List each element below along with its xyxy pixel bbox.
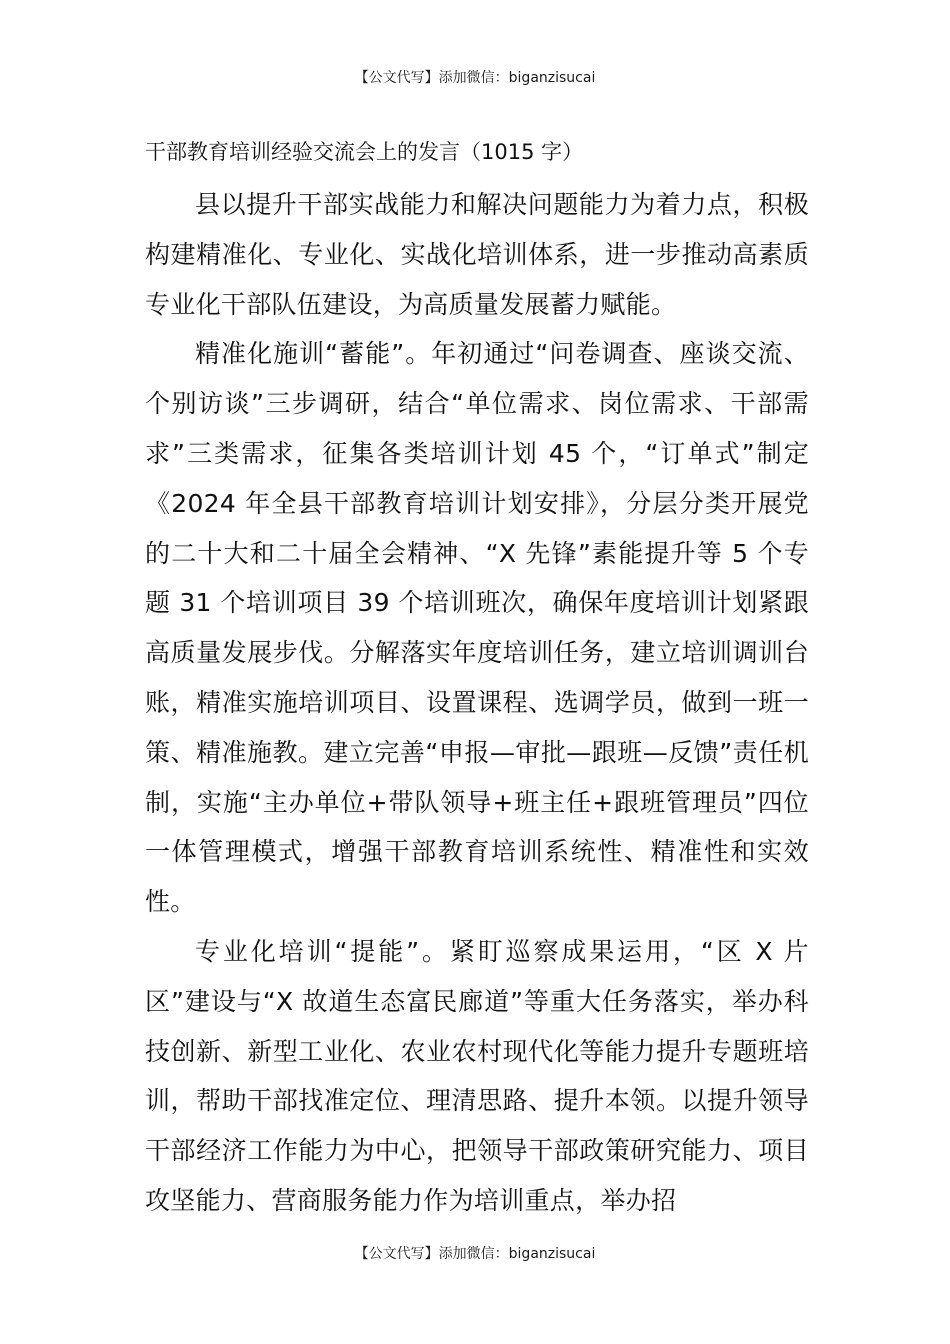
document-title: 干部教育培训经验交流会上的发言（1015 字） [145,140,584,164]
paragraph-precision-training: 精准化施训“蓄能”。年初通过“问卷调查、座谈交流、个别访谈”三步调研，结合“单位需求、岗位需求、干部需求”三类需求，征集各类培训计划 45 个，“订单式”制定《2024 年全县干部教育培训计划安排》，分层分类开展党的二十大和二十届全会精神、“X 先锋”素能提升等 5 个专题 31 个培训项目 39 个培训班次，确保年度培训计划紧跟高质量发展步伐。分解落实年度培训任务，建立培训调训台账，精准实施培训项目、设置课程、选调学员，做到一班一策、精准施教。建立完善“申报—审批—跟班—反馈”责任机制，实施“主办单位+带队领导+班主任+跟班管理员”四位一体管理模式，增强干部教育培训系统性、精准性和实效性。 [145,339,809,917]
page-header: 【公文代写】添加微信：biganzisucai [354,70,596,86]
document-body [145,180,809,1226]
page-footer: 【公文代写】添加微信：biganzisucai [354,1246,596,1262]
paragraph-professional-training: 专业化培训“提能”。紧盯巡察成果运用，“区 X 片区”建设与“X 故道生态富民廊道”等重大任务落实，举办科技创新、新型工业化、农业农村现代化等能力提升专题班培训，帮助干部找准定位、理清思路、提升本领。以提升领导干部经济工作能力为中心，把领导干部政策研究能力、项目攻坚能力、营商服务能力作为培训重点，举办招 [145,936,809,1215]
paragraph-intro: 县以提升干部实战能力和解决问题能力为着力点，积极构建精准化、专业化、实战化培训体系，进一步推动高素质专业化干部队伍建设，为高质量发展蓄力赋能。 [145,190,809,319]
